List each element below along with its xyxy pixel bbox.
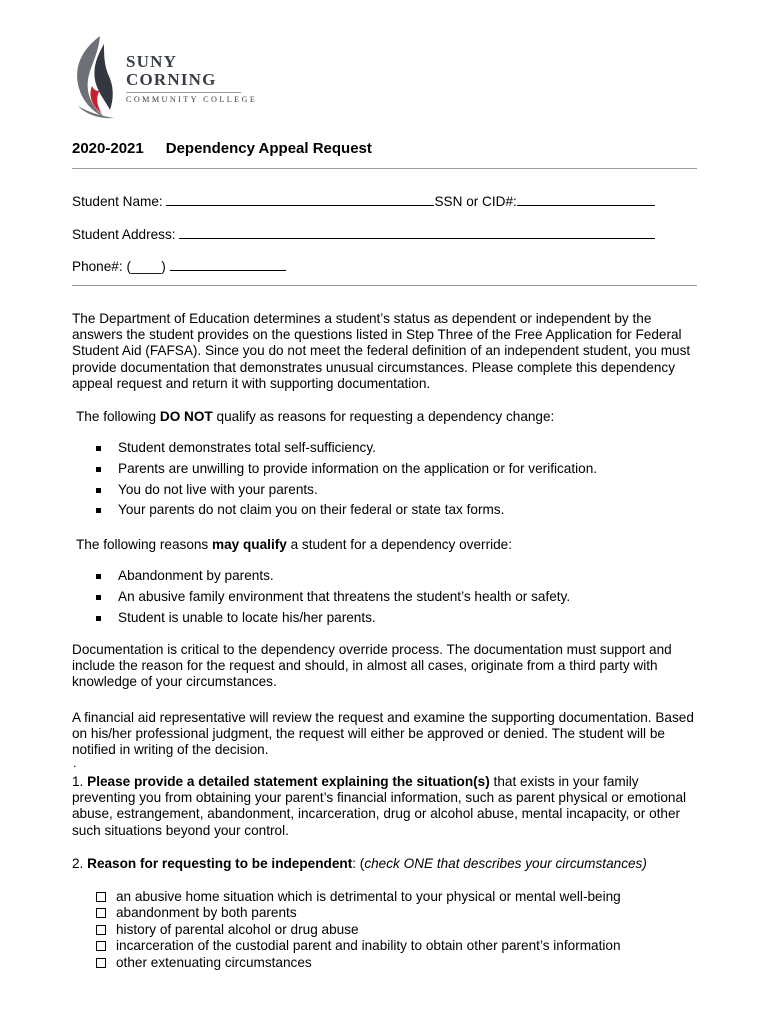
student-address-label: Student Address: <box>72 227 176 242</box>
checkbox-icon[interactable] <box>96 958 106 968</box>
list-item <box>96 566 570 587</box>
reason-option[interactable] <box>96 905 621 921</box>
not-qualify-list <box>96 438 597 521</box>
not-qualify-prefix: The following <box>76 409 160 424</box>
question-2-instruction: check ONE that describes your circumstances) <box>364 856 647 871</box>
may-qualify-list <box>96 566 570 628</box>
student-address-row <box>72 224 655 242</box>
list-item-text: Student demonstrates total self-sufficiency. <box>118 440 376 455</box>
bullet-square-icon <box>96 467 101 472</box>
list-item <box>96 608 570 629</box>
bullet-square-icon <box>96 574 101 579</box>
reason-option-label: history of parental alcohol or drug abuse <box>116 921 359 937</box>
phone-area-code-field[interactable]: (____) <box>126 259 166 274</box>
question-1 <box>72 774 702 839</box>
student-name-field[interactable] <box>166 191 434 206</box>
logo-divider <box>126 92 241 93</box>
student-name-row <box>72 191 655 209</box>
logo-subtitle: COMMUNITY COLLEGE <box>126 95 258 104</box>
list-item <box>96 500 597 521</box>
question-1-number: 1. <box>72 774 84 789</box>
list-item-text: Your parents do not claim you on their federal or state tax forms. <box>118 502 505 518</box>
question-1-bold: Please provide a detailed statement explaining the situation(s) <box>87 774 490 789</box>
list-item <box>96 438 597 459</box>
phone-label: Phone#: <box>72 259 123 274</box>
student-name-label: Student Name: <box>72 194 163 209</box>
ssn-label: SSN or CID#: <box>434 194 517 209</box>
checkbox-icon[interactable] <box>96 925 106 935</box>
bullet-square-icon <box>96 595 101 600</box>
reason-option[interactable] <box>96 938 621 954</box>
logo-corning-text: CORNING <box>126 70 217 89</box>
question-1-text: that exists in your family preventing you from obtaining your parent’s financial information, such as parent physical or emotional abuse, estrangement, abandonment, incarceration, drug or alcohol abuse, mental incapacity, or other such situations beyond your control. <box>72 774 687 838</box>
not-qualify-heading <box>76 409 554 424</box>
reason-option[interactable] <box>96 922 621 938</box>
list-item <box>96 587 570 608</box>
question-2-bold: Reason for requesting to be independent <box>87 856 353 871</box>
title-year: 2020-2021 <box>72 140 144 157</box>
college-logo <box>70 34 260 124</box>
flame-logo-icon <box>70 34 120 120</box>
list-item-text: Abandonment by parents. <box>118 568 274 583</box>
list-item-text: Parents are unwilling to provide information on the application or for verification. <box>118 460 598 476</box>
list-item <box>96 459 597 480</box>
title-text: Dependency Appeal Request <box>165 140 372 157</box>
checkbox-icon[interactable] <box>96 941 106 951</box>
may-qualify-prefix: The following reasons <box>76 537 213 552</box>
reason-option[interactable] <box>96 955 621 971</box>
checkbox-icon[interactable] <box>96 892 106 902</box>
reason-option-label: other extenuating circumstances <box>116 954 312 970</box>
phone-number-field[interactable] <box>170 256 286 271</box>
phone-row <box>72 256 286 274</box>
may-qualify-heading <box>76 537 512 552</box>
bullet-square-icon <box>96 446 101 451</box>
may-qualify-emphasis: may qualify <box>212 537 287 552</box>
reason-option-label: abandonment by both parents <box>116 905 297 921</box>
not-qualify-emphasis: DO NOT <box>159 409 213 424</box>
reason-options <box>96 889 621 971</box>
checkbox-icon[interactable] <box>96 908 106 918</box>
ssn-field[interactable] <box>517 191 655 206</box>
intro-paragraph: The Department of Education determines a student’s status as dependent or independent by the answers the student provides on the questions listed in Step Three of the Free Application for Federal Student Aid (FAFSA). Since you do not meet the federal definition of an independent student, you must provide documentation that demonstrates unusual circumstances. Please complete this dependency appeal request and return it with supporting documentation. <box>72 311 691 391</box>
student-address-field[interactable] <box>179 224 655 239</box>
logo-suny-text: SUNY <box>126 52 178 71</box>
bullet-square-icon <box>96 616 101 621</box>
bullet-square-icon <box>96 508 101 513</box>
list-item-text: An abusive family environment that threatens the student’s health or safety. <box>118 588 571 604</box>
documentation-paragraph: Documentation is critical to the dependency override process. The documentation must support and include the reason for the request and should, in almost all cases, originate from a third party with knowledge of your circumstances. <box>72 642 672 690</box>
stray-dot: . <box>73 756 77 770</box>
page-title <box>72 140 372 157</box>
list-item <box>96 480 597 501</box>
fields-divider <box>72 285 697 286</box>
question-2-number: 2. <box>72 856 84 871</box>
title-divider <box>72 168 697 169</box>
may-qualify-suffix: a student for a dependency override: <box>286 537 513 552</box>
list-item-text: Student is unable to locate his/her parents. <box>118 609 376 625</box>
list-item-text: You do not live with your parents. <box>118 481 318 497</box>
not-qualify-suffix: qualify as reasons for requesting a dependency change: <box>212 409 555 424</box>
question-2 <box>72 856 702 872</box>
question-2-colon: : ( <box>352 856 365 871</box>
reason-option-label: incarceration of the custodial parent and inability to obtain other parent’s information <box>116 938 621 954</box>
review-paragraph: A financial aid representative will review the request and examine the supporting documentation. Based on his/her professional judgment, the request will either be approved or denied. The student will be notified in writing of the decision. <box>72 710 694 758</box>
reason-option[interactable] <box>96 889 621 905</box>
reason-option-label: an abusive home situation which is detrimental to your physical or mental well-being <box>116 889 621 904</box>
bullet-square-icon <box>96 488 101 493</box>
